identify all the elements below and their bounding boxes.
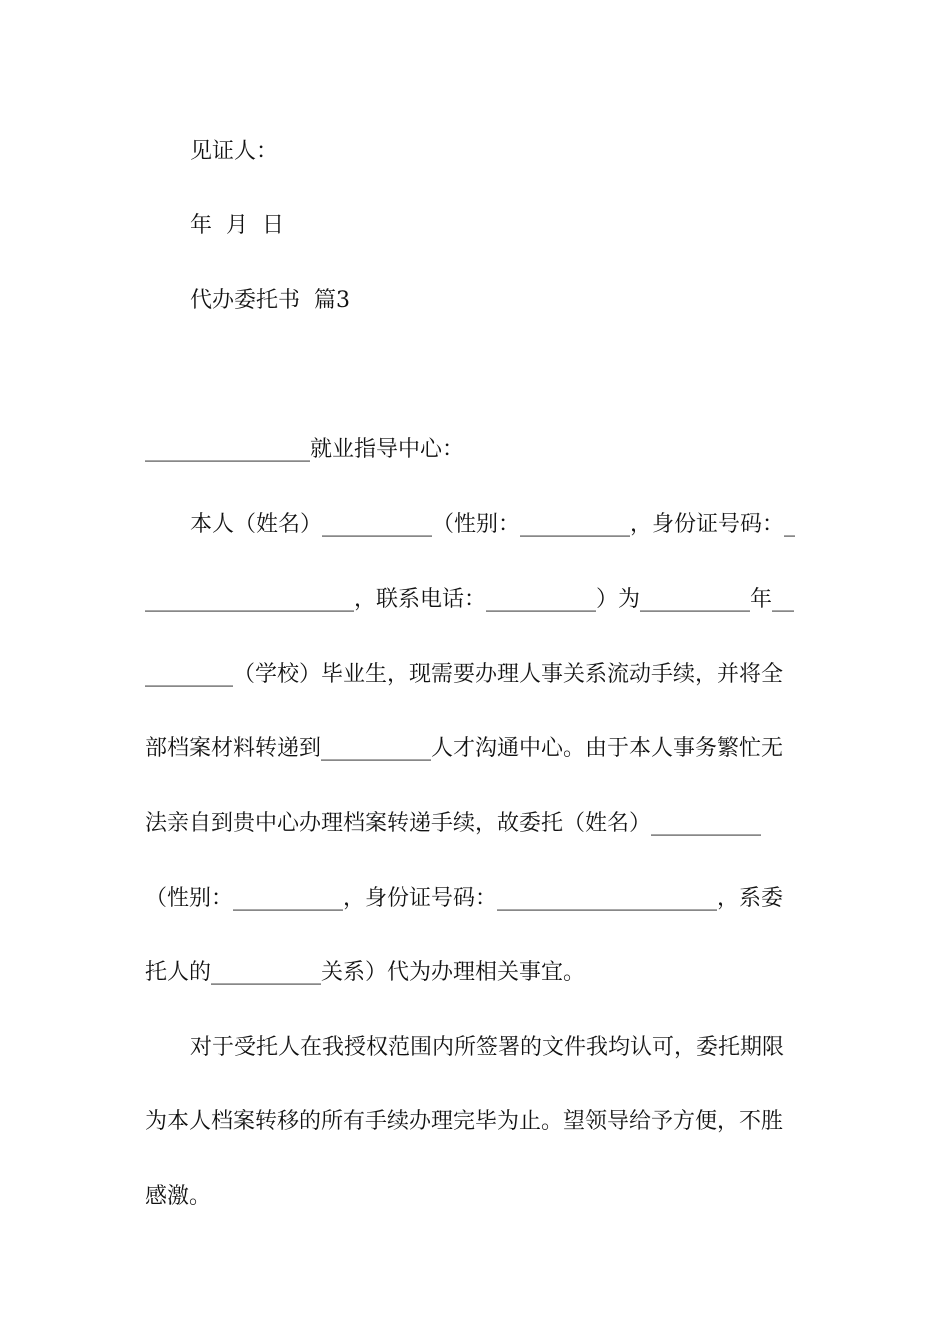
date-line: 年 月 日	[190, 213, 284, 238]
body-line-7: 托人的__________关系）代为办理相关事宜。	[145, 960, 586, 985]
body-line-3: ________（学校）毕业生，现需要办理人事关系流动手续，并将全	[145, 662, 784, 687]
body-line-4: 部档案材料转递到__________人才沟通中心。由于本人事务繁忙无	[145, 736, 784, 761]
body-line-1: 本人（姓名）__________（性别：__________，身份证号码：_	[190, 512, 796, 537]
closing-line-1: 对于受托人在我授权范围内所签署的文件我均认可，委托期限	[190, 1035, 785, 1060]
witness-line: 见证人：	[190, 139, 279, 164]
section-title: 代办委托书 篇3	[190, 288, 350, 313]
body-line-5: 法亲自到贵中心办理档案转递手续，故委托（姓名）__________	[145, 811, 762, 836]
body-line-2: ___________________，联系电话：__________）为__________年__	[145, 587, 795, 612]
closing-line-2: 为本人档案转移的所有手续办理完毕为止。望领导给予方便，不胜	[145, 1109, 784, 1134]
addressee-line: _______________就业指导中心：	[145, 437, 465, 462]
closing-line-3: 感激。	[145, 1184, 212, 1209]
body-line-6: （性别：__________，身份证号码：____________________，系委	[145, 886, 784, 911]
